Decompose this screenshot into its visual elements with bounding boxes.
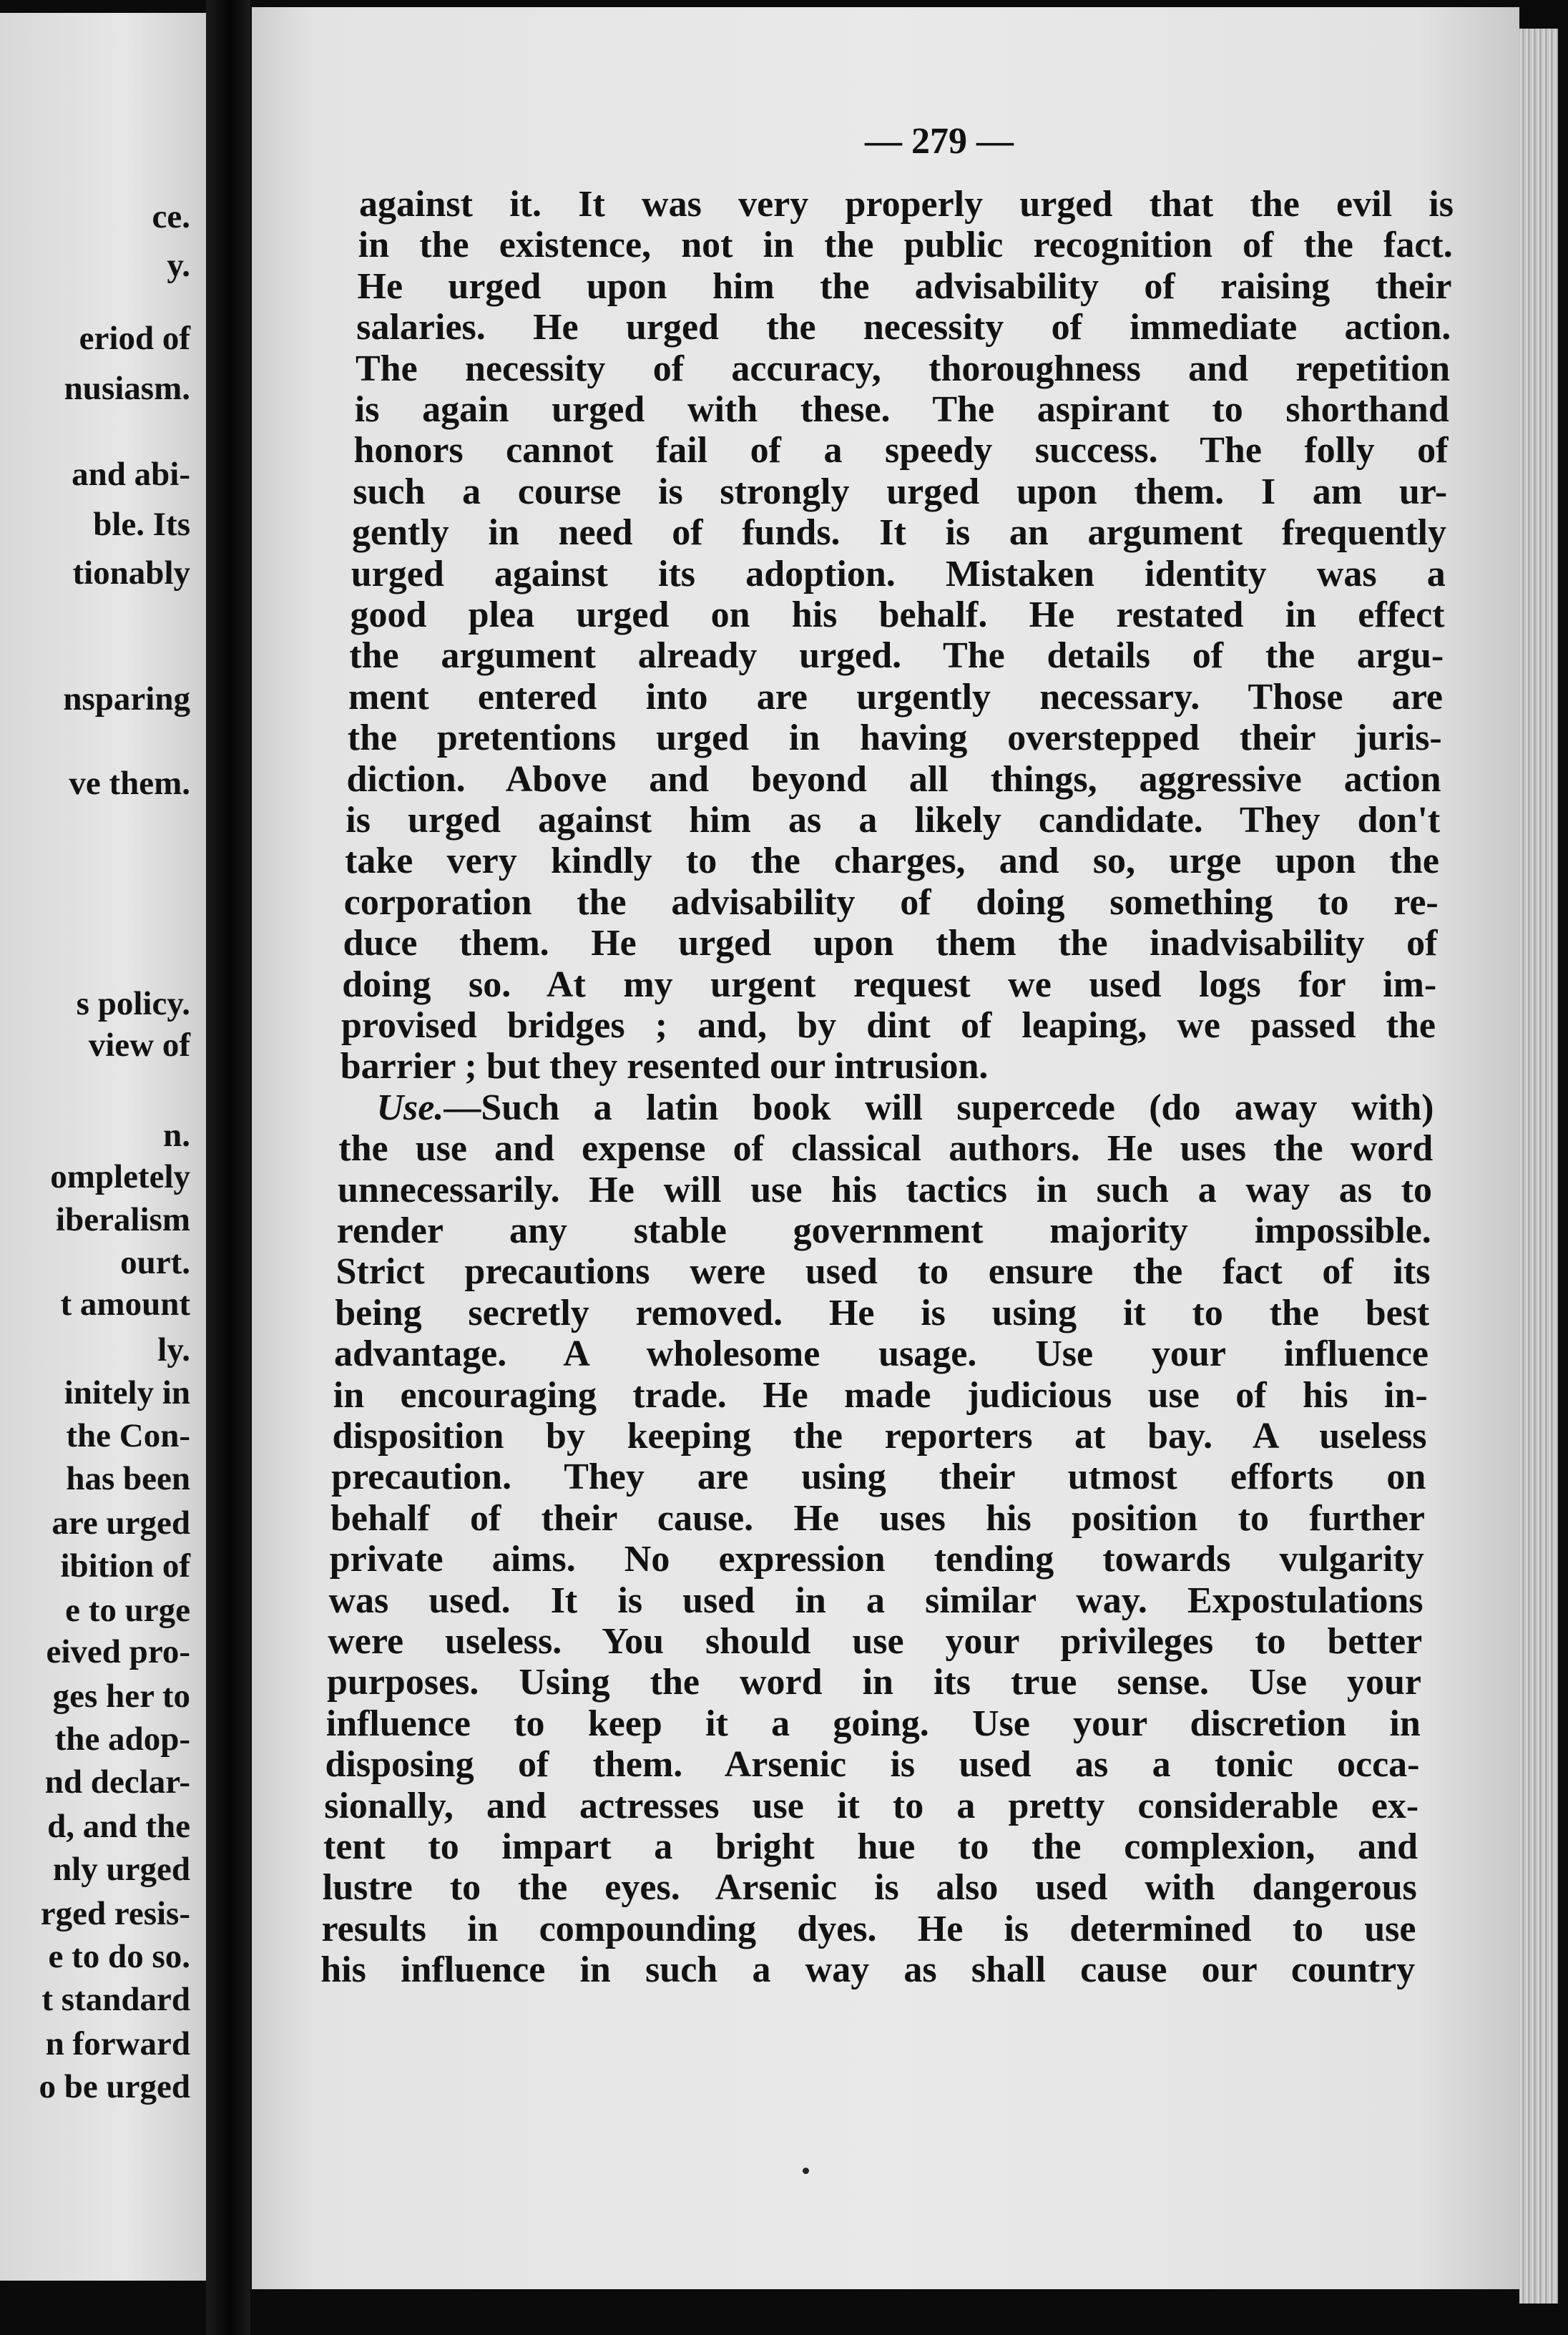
left-page-line: ce. (152, 198, 190, 235)
body-line: He urged upon him the advisability of raising their (357, 265, 1452, 307)
left-page-line: the adop- (54, 1720, 190, 1758)
body-line: corporation the advisability of doing something to re- (343, 881, 1439, 923)
left-page-text (0, 13, 206, 2281)
use-section-line: private aims. No expression tending towards vulgarity (329, 1539, 1424, 1580)
body-line: against it. It was very properly urged that the evil is (359, 184, 1454, 225)
body-line: duce them. He urged upon them the inadvisability of (343, 923, 1438, 964)
body-line: take very kindly to the charges, and so, urge upon the (345, 841, 1439, 882)
left-page-line: tionably (72, 554, 190, 592)
use-section-line: advantage. A wholesome usage. Use your influence (334, 1333, 1429, 1375)
body-line: is urged against him as a likely candidate. They don't (346, 800, 1441, 841)
left-page-line: nly urged (53, 1851, 190, 1888)
use-section-line: was used. It is used in a similar way. Expostulations (328, 1580, 1424, 1621)
main-page (252, 7, 1519, 2289)
use-section-line: tent to impart a bright hue to the complexion, and (323, 1826, 1418, 1867)
left-page-line: y. (167, 247, 190, 284)
body-line: such a course is strongly urged upon them. I am ur- (353, 471, 1448, 512)
left-page-line: has been (66, 1460, 190, 1497)
body-line: salaries. He urged the necessity of immediate action. (356, 307, 1451, 348)
left-page-line: ibition of (60, 1547, 190, 1585)
left-page-line: ges her to (52, 1678, 190, 1715)
left-page-line: initely in (64, 1374, 190, 1411)
use-section-line: lustre to the eyes. Arsenic is also used with dangerous (322, 1867, 1417, 1909)
body-line: the argument already urged. The details of the argu- (349, 635, 1444, 677)
use-section-line: the use and expense of classical authors. He uses the word (338, 1128, 1434, 1170)
left-page-line: t standard (41, 1981, 190, 2018)
body-line: barrier ; but they resented our intrusion. (340, 1046, 989, 1087)
use-section-first-line-text: —Such a latin book will supercede (do away with) (444, 1087, 1434, 1128)
left-page-line: e to urge (65, 1592, 190, 1629)
body-line: good plea urged on his behalf. He restated in effect (350, 594, 1445, 635)
page-edges (1519, 29, 1558, 2304)
left-page-line: iberalism (56, 1201, 190, 1238)
left-page-fragment (0, 13, 206, 2281)
left-page-line: ble. Its (93, 506, 190, 543)
use-section-line: disposition by keeping the reporters at bay. A useless (332, 1416, 1427, 1457)
use-section-line: render any stable government majority impossible. (336, 1210, 1431, 1251)
left-page-line: ve them. (69, 765, 190, 802)
body-line: The necessity of accuracy, thoroughness and repetition (356, 348, 1450, 389)
use-section-line: unnecessarily. He will use his tactics in such a way as to (338, 1169, 1432, 1210)
left-page-line: n. (163, 1117, 190, 1154)
left-page-line: nd declar- (44, 1763, 190, 1801)
left-page-line: are urged (52, 1504, 190, 1542)
left-page-line: ly. (157, 1331, 190, 1369)
page-number: — 279 — (865, 121, 1014, 162)
left-page-line: eriod of (79, 320, 190, 357)
use-section-line: results in compounding dyes. He is determined to use (321, 1908, 1416, 1949)
use-section-line: disposing of them. Arsenic is used as a tonic occa- (325, 1744, 1420, 1786)
left-page-line: s policy. (76, 985, 190, 1022)
use-section-heading: Use. (376, 1087, 444, 1128)
left-page-line: nusiasm. (64, 370, 190, 407)
left-page-line: d, and the (47, 1808, 190, 1845)
use-section-line: being secretly removed. He is using it to the best (335, 1292, 1430, 1333)
body-line: doing so. At my urgent request we used logs for im- (342, 964, 1437, 1005)
left-page-line: and abi- (72, 456, 190, 493)
book-gutter (206, 0, 250, 2335)
left-page-line: rged resis- (40, 1895, 190, 1932)
use-section-line: his influence in such a way as shall cause our country (320, 1949, 1416, 1991)
use-section-line: sionally, and actresses use it to a pretty considerable ex- (324, 1785, 1419, 1826)
ink-speck (803, 2168, 809, 2174)
body-line: is again urged with these. The aspirant to shorthand (354, 389, 1449, 430)
body-line: urged against its adoption. Mistaken identity was a (351, 553, 1446, 594)
use-section-line: in encouraging trade. He made judicious use of his in- (333, 1374, 1428, 1416)
use-section-line: purposes. Using the word in its true sense. Use your (327, 1662, 1421, 1703)
use-section-line: behalf of their cause. He uses his position to further (330, 1497, 1425, 1539)
use-section-first-line (376, 1087, 1434, 1128)
left-page-line: o be urged (39, 2068, 190, 2105)
body-line: honors cannot fail of a speedy success. The folly of (353, 430, 1449, 471)
use-section-line: influence to keep it a going. Use your discretion in (325, 1703, 1421, 1744)
body-line: the pretentions urged in having overstepped their juris- (347, 718, 1442, 759)
body-line: gently in need of funds. It is an argument frequently (352, 512, 1446, 554)
left-page-line: n forward (45, 2025, 190, 2062)
use-section-line: were useless. You should use your privileges to better (328, 1621, 1423, 1662)
left-page-line: eived pro- (46, 1633, 190, 1670)
left-page-line: t amount (60, 1286, 190, 1323)
body-line: diction. Above and beyond all things, aggressive action (346, 758, 1441, 800)
body-line: provised bridges ; and, by dint of leaping, we passed the (341, 1005, 1436, 1046)
left-page-line: ompletely (50, 1158, 190, 1195)
left-page-line: the Con- (66, 1417, 190, 1454)
page-text-block (252, 7, 1519, 2289)
left-page-line: e to do so. (48, 1938, 190, 1975)
use-section-line: precaution. They are using their utmost efforts on (331, 1457, 1426, 1498)
use-section-line: Strict precautions were used to ensure the fact of its (335, 1251, 1431, 1293)
left-page-line: nsparing (63, 680, 190, 718)
left-page-line: view of (88, 1027, 190, 1064)
body-line: ment entered into are urgently necessary. Those are (348, 676, 1443, 718)
left-page-line: ourt. (120, 1244, 190, 1281)
body-line: in the existence, not in the public recognition of the fact. (358, 225, 1453, 266)
